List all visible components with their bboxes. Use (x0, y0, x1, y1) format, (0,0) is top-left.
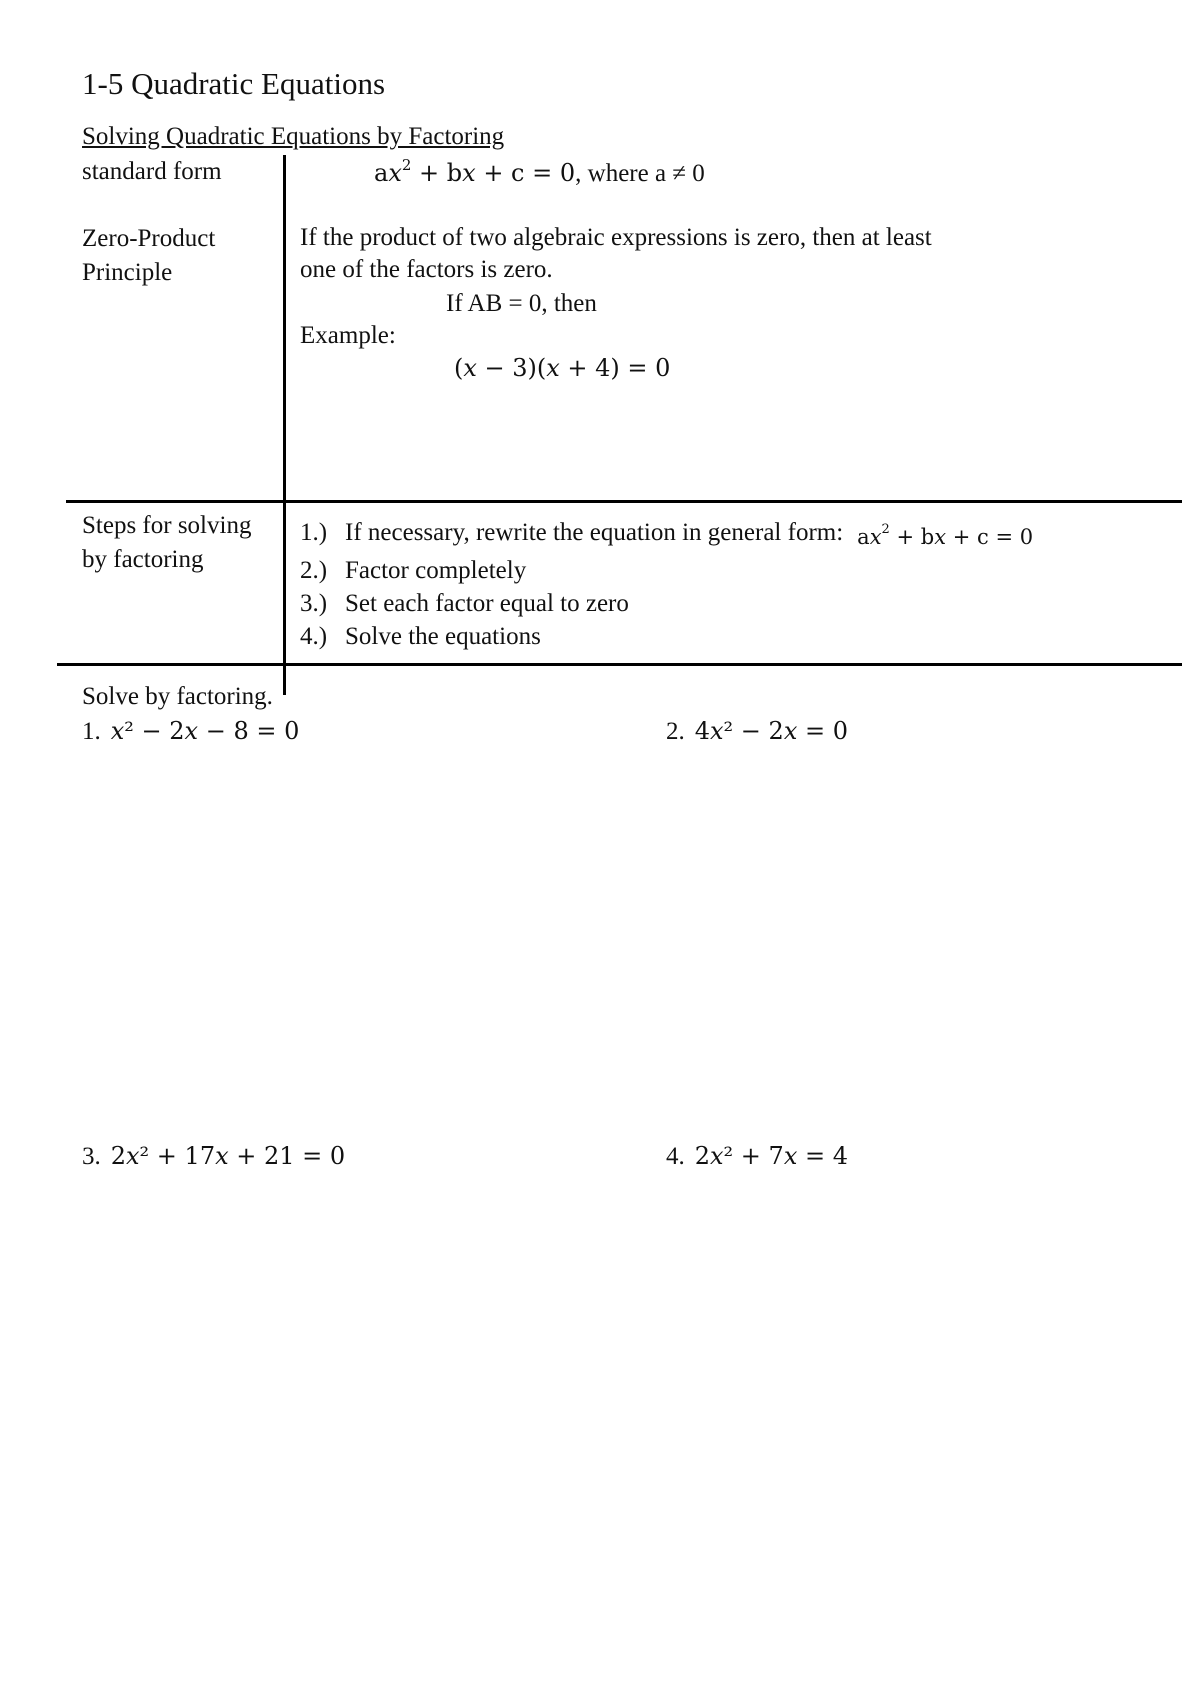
table-divider-vertical (283, 155, 286, 695)
zero-product-if-line: If AB = 0, then (446, 290, 597, 317)
zero-product-label: Zero-Product Principle (82, 225, 216, 286)
practice-instruction: Solve by factoring. (82, 683, 273, 710)
step-item: 1.) If necessary, rewrite the equation in general form: $ax^2$ + bx + c = 0 (300, 516, 1033, 554)
step-item: 3.) Set each factor equal to zero (300, 590, 629, 617)
standard-form-label: standard form (82, 158, 222, 185)
example-equation: (𝑥 − 3)(𝑥 + 4) = 0 (454, 354, 671, 382)
section-heading: Solving Quadratic Equations by Factoring (82, 123, 505, 150)
steps-label: Steps for solving by factoring (82, 512, 252, 573)
problem-2: 2. 4𝑥² − 2𝑥 = 0 (666, 717, 848, 745)
table-divider-row-1 (66, 500, 1182, 503)
step-item: 2.) Factor completely (300, 557, 527, 584)
zero-product-definition: If the product of two algebraic expressions is zero, then at least one of the factors is zero. (300, 224, 932, 283)
general-form-equation: $ax^2$ + bx + c = 0 (857, 522, 1034, 549)
problem-4: 4. 2𝑥² + 7𝑥 = 4 (666, 1142, 848, 1170)
problem-1: 1. 𝑥² − 2𝑥 − 8 = 0 (82, 717, 300, 745)
problem-3: 3. 2𝑥² + 17𝑥 + 21 = 0 (82, 1142, 346, 1170)
standard-form-equation: $ax^2$ + bx + c = 0, where a ≠ 0 (374, 156, 705, 187)
steps-list (300, 516, 1033, 653)
page-title: 1-5 Quadratic Equations (82, 66, 386, 101)
step-item: 4.) Solve the equations (300, 623, 541, 650)
example-label: Example: (300, 322, 396, 349)
table-divider-row-2 (57, 663, 1182, 666)
